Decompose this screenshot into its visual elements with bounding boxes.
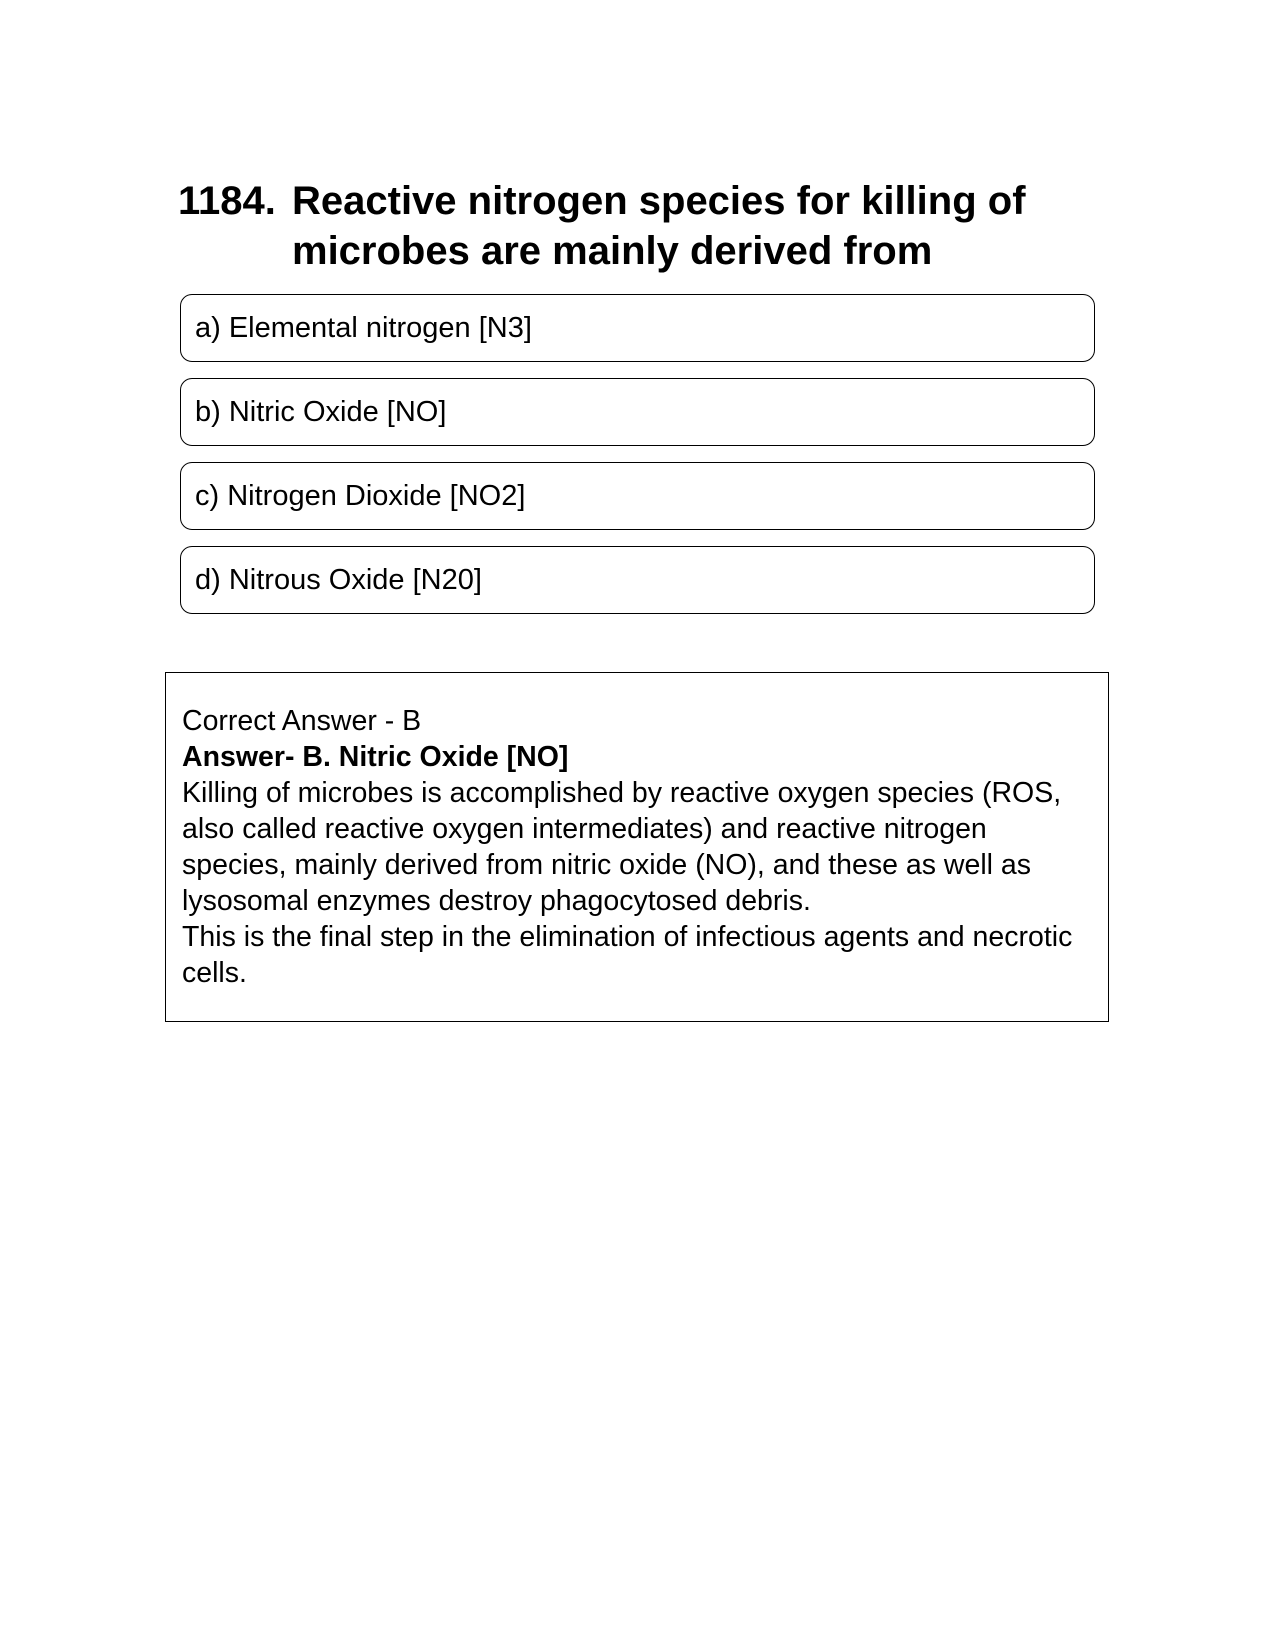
option-a[interactable]: a) Elemental nitrogen [N3] [180, 294, 1095, 362]
question-number: 1184. [178, 179, 276, 223]
correct-answer: Correct Answer - B [182, 705, 422, 737]
question [178, 176, 1098, 276]
options-list [180, 294, 1095, 630]
question-text: Reactive nitrogen species for killing of microbes are mainly derived from [292, 179, 1026, 273]
answer-explanation-2: This is the final step in the elimination of infectious agents and necrotic cells. [182, 921, 1073, 989]
answer-box [165, 672, 1109, 1022]
answer-title: Answer- B. Nitric Oxide [NO] [182, 741, 569, 773]
option-c[interactable]: c) Nitrogen Dioxide [NO2] [180, 462, 1095, 530]
answer-explanation: Killing of microbes is accomplished by reactive oxygen species (ROS, also called reactive oxygen intermediates) and reactive nitrogen species, mainly derived from nitric oxide (NO), and these as well as lysosomal enzymes destroy phagocytosed debris. [182, 777, 1062, 917]
option-b[interactable]: b) Nitric Oxide [NO] [180, 378, 1095, 446]
option-d[interactable]: d) Nitrous Oxide [N20] [180, 546, 1095, 614]
